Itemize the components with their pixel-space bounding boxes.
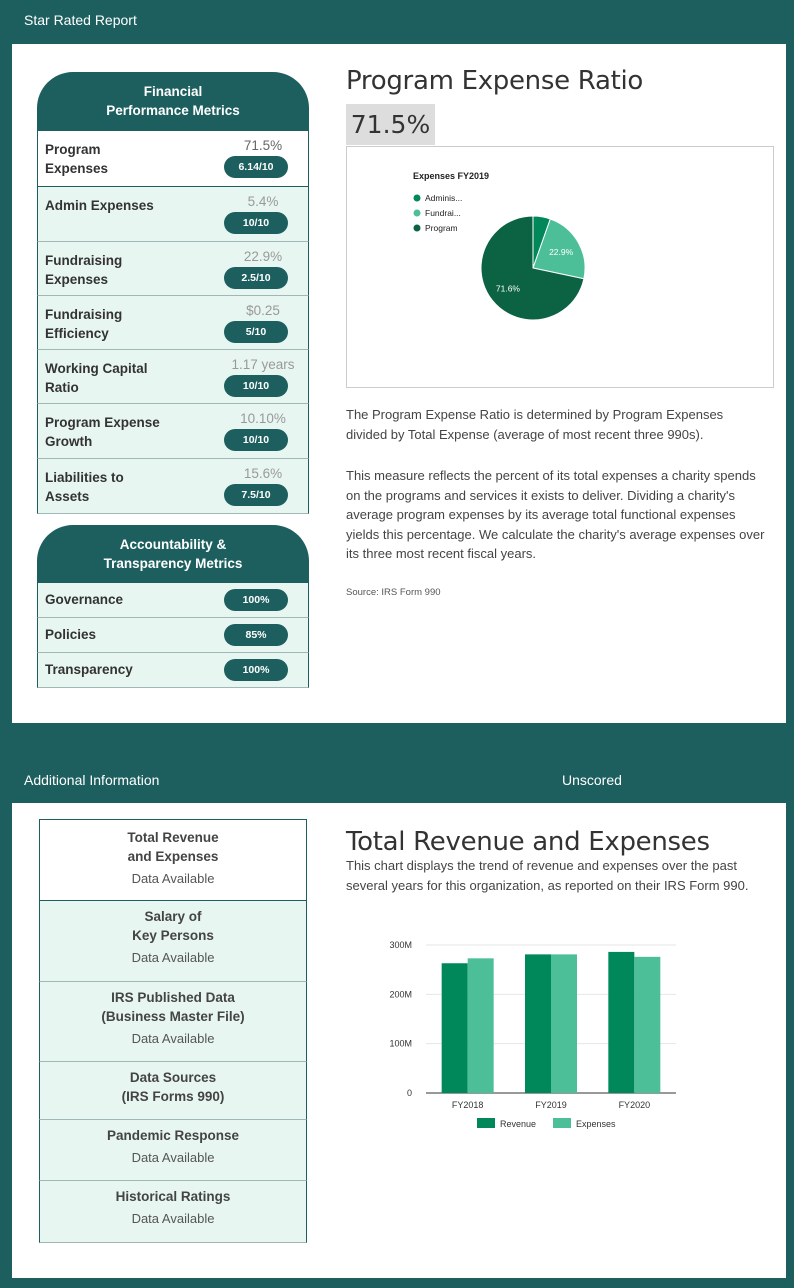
bar-revenue[interactable] bbox=[525, 954, 551, 1093]
unscored-label: Unscored bbox=[562, 772, 622, 788]
additional-item-1[interactable] bbox=[39, 901, 307, 982]
bar-expenses[interactable] bbox=[634, 957, 660, 1093]
metric-score-badge: 100% bbox=[224, 589, 288, 611]
y-tick-label: 100M bbox=[389, 1038, 412, 1049]
y-tick-label: 0 bbox=[406, 1088, 412, 1098]
detail-big-value: 71.5% bbox=[346, 104, 435, 145]
metric-label: Program Expenses bbox=[45, 142, 109, 176]
revenue-bar-chart bbox=[346, 928, 776, 1143]
financial-row-1[interactable] bbox=[37, 187, 309, 242]
financial-row-3[interactable] bbox=[37, 296, 309, 350]
metric-value: 15.6% bbox=[243, 466, 283, 481]
metric-value: 10.10% bbox=[240, 411, 286, 426]
financial-row-6[interactable] bbox=[37, 459, 309, 514]
accountability-row-0[interactable] bbox=[37, 583, 309, 618]
pie-chart-svg bbox=[347, 147, 775, 389]
pie-legend-label: Fundrai... bbox=[425, 208, 461, 218]
metric-score-badge: 10/10 bbox=[224, 429, 288, 451]
additional-item-title-2: Key Persons bbox=[132, 928, 214, 943]
pie-legend-label: Program bbox=[425, 223, 458, 233]
x-tick-label: FY2020 bbox=[618, 1100, 651, 1110]
pie-legend-marker bbox=[414, 225, 421, 232]
metric-value: 5.4% bbox=[247, 194, 279, 209]
pie-legend-marker bbox=[414, 195, 421, 202]
additional-item-title-2: and Expenses bbox=[127, 849, 219, 864]
metric-label: Working Capital Ratio bbox=[45, 361, 148, 395]
additional-item-title: Total Revenue bbox=[127, 830, 219, 845]
metric-label: Governance bbox=[45, 592, 124, 607]
accountability-title-line2: Transparency Metrics bbox=[103, 556, 243, 571]
financial-metrics-header bbox=[37, 72, 309, 130]
additional-item-title: Salary of bbox=[144, 909, 202, 924]
financial-title-line2: Performance Metrics bbox=[106, 103, 240, 118]
metric-label: Fundraising Expenses bbox=[45, 253, 123, 287]
additional-item-title: Historical Ratings bbox=[115, 1189, 231, 1204]
accountability-title-line1: Accountability & bbox=[119, 537, 227, 552]
metric-score-badge: 7.5/10 bbox=[224, 484, 288, 506]
pie-legend-marker bbox=[414, 210, 421, 217]
metric-label: Admin Expenses bbox=[45, 198, 154, 213]
financial-row-5[interactable] bbox=[37, 404, 309, 459]
additional-item-title: Data Sources bbox=[129, 1070, 217, 1085]
metric-score-badge: 10/10 bbox=[224, 375, 288, 397]
metric-score-badge: 5/10 bbox=[224, 321, 288, 343]
revenue-description: This chart displays the trend of revenue and expenses over the past several years for this organization, as reported on their IRS Form 990. bbox=[346, 858, 749, 893]
additional-item-title-2: (IRS Forms 990) bbox=[121, 1089, 225, 1104]
accountability-metrics-card bbox=[37, 525, 309, 688]
additional-item-title: IRS Published Data bbox=[111, 990, 235, 1005]
metric-value: 1.17 years bbox=[231, 357, 295, 372]
additional-item-5[interactable] bbox=[39, 1181, 307, 1243]
bar-expenses[interactable] bbox=[468, 958, 494, 1093]
metric-score-badge: 100% bbox=[224, 659, 288, 681]
accountability-metrics-header bbox=[37, 525, 309, 583]
additional-item-2[interactable] bbox=[39, 982, 307, 1062]
additional-item-title-2: (Business Master File) bbox=[101, 1009, 245, 1024]
bar-legend-marker bbox=[477, 1118, 495, 1128]
metric-score-badge: 10/10 bbox=[224, 212, 288, 234]
metric-score-badge: 85% bbox=[224, 624, 288, 646]
metric-label: Fundraising Efficiency bbox=[45, 307, 123, 341]
metric-label: Liabilities to Assets bbox=[45, 470, 124, 504]
additional-item-status: Data Available bbox=[131, 1150, 215, 1165]
detail-source: Source: IRS Form 990 bbox=[346, 587, 441, 598]
detail-description-1: The Program Expense Ratio is determined by Program Expenses divided by Total Expense (average of most recent three 990s). bbox=[346, 407, 724, 442]
x-tick-label: FY2019 bbox=[535, 1100, 567, 1110]
bar-legend-label: Expenses bbox=[576, 1119, 616, 1129]
financial-row-4[interactable] bbox=[37, 350, 309, 404]
report-title: Star Rated Report bbox=[24, 12, 137, 28]
revenue-title: Total Revenue and Expenses bbox=[346, 827, 710, 857]
metric-label: Policies bbox=[45, 627, 97, 642]
pie-value-label: 22.9% bbox=[549, 247, 574, 258]
expenses-pie-chart bbox=[346, 146, 774, 388]
additional-item-4[interactable] bbox=[39, 1120, 307, 1181]
metric-label: Program Expense Growth bbox=[45, 415, 160, 449]
additional-item-status: Data Available bbox=[131, 950, 215, 965]
accountability-row-2[interactable] bbox=[37, 653, 309, 688]
financial-metrics-card bbox=[37, 72, 309, 514]
metric-value: $0.25 bbox=[246, 303, 280, 318]
additional-item-status: Data Available bbox=[131, 1211, 215, 1226]
x-tick-label: FY2018 bbox=[451, 1100, 484, 1110]
additional-item-0[interactable] bbox=[39, 819, 307, 901]
y-tick-label: 300M bbox=[389, 940, 412, 950]
additional-item-status: Data Available bbox=[131, 871, 215, 886]
pie-legend-label: Adminis... bbox=[425, 193, 463, 203]
metric-score-badge: 6.14/10 bbox=[224, 156, 288, 178]
additional-item-status: Data Available bbox=[131, 1031, 215, 1046]
metric-score-badge: 2.5/10 bbox=[224, 267, 288, 289]
accountability-row-1[interactable] bbox=[37, 618, 309, 653]
financial-row-2[interactable] bbox=[37, 242, 309, 296]
bar-revenue[interactable] bbox=[608, 952, 634, 1093]
additional-item-title: Pandemic Response bbox=[106, 1128, 240, 1143]
bar-revenue[interactable] bbox=[442, 963, 468, 1093]
metric-value: 71.5% bbox=[243, 138, 283, 153]
detail-title: Program Expense Ratio bbox=[346, 66, 644, 96]
bar-legend-label: Revenue bbox=[500, 1119, 537, 1129]
financial-title-line1: Financial bbox=[143, 84, 203, 99]
metric-label: Transparency bbox=[45, 662, 133, 677]
additional-title: Additional Information bbox=[24, 772, 160, 788]
pie-value-label: 71.6% bbox=[495, 283, 521, 294]
metric-value: 22.9% bbox=[243, 249, 283, 264]
bar-legend-marker bbox=[553, 1118, 571, 1128]
bar-expenses[interactable] bbox=[551, 954, 577, 1093]
financial-row-0[interactable] bbox=[37, 130, 309, 187]
detail-description-2: This measure reflects the percent of its total expenses a charity spends on the programs and services it exists to deliver. Dividing a charity's average program expenses by its average total functional expenses yields this percentage. We calculate the charity's average expenses over its three most recent fiscal years. bbox=[346, 468, 765, 561]
additional-item-3[interactable] bbox=[39, 1062, 307, 1120]
pie-title: Expenses FY2019 bbox=[413, 171, 490, 181]
y-tick-label: 200M bbox=[389, 989, 412, 1000]
